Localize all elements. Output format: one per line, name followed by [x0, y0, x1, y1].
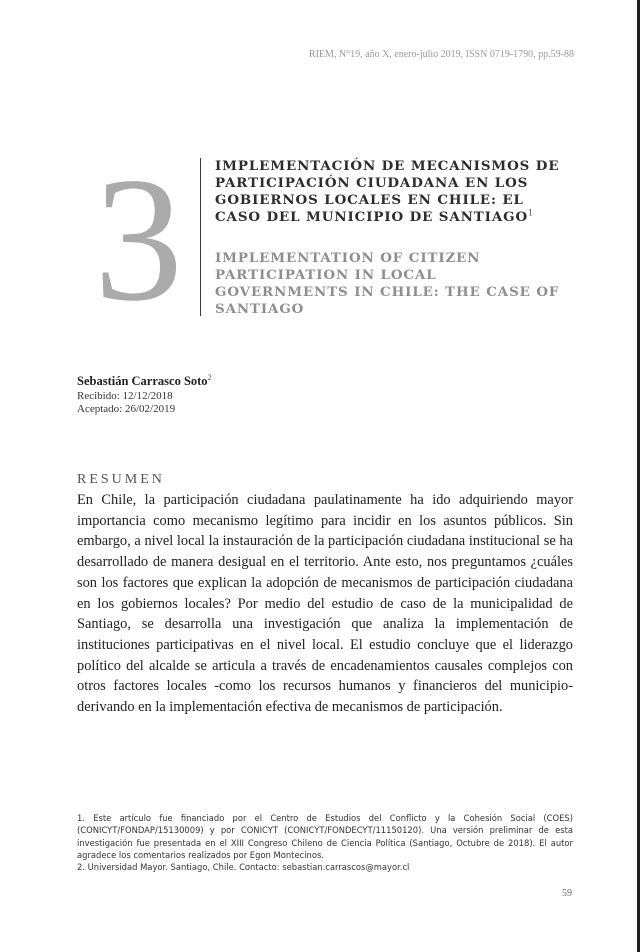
accepted-date: Aceptado: 26/02/2019 [77, 403, 176, 415]
page-number: 59 [562, 888, 572, 899]
running-header: RIEM, N°19, año X, enero-julio 2019, ISSN 0719-1790, pp.59-88 [308, 49, 574, 60]
title-footnote-mark[interactable]: 1 [528, 208, 535, 218]
abstract-text: En Chile, la participación ciudadana paulatinamente ha ido adquiriendo mayor importancia como mecanismo legítimo para incidir en los asuntos públicos. Sin embargo, a nivel local la instauración de la participación ciudadana institucional se ha desarrollado de manera desigual en el territorio. Ante esto, nos preguntamos ¿cuáles son los factores que explican la adopción de mecanismos de participación ciudadana en los gobiernos locales? Por medio del estudio de caso de la municipalidad de Santiago, se desarrolla una investigación que analiza la implementación de instituciones participativas en el nivel local. El estudio concluye que el liderazgo político del alcalde se articula a través de encadenamientos causales complejos con otros factores locales -como los recursos humanos y financieros del municipio- derivando en la implementación efectiva de mecanismos de participación. [77, 492, 573, 716]
footnote-2: 2. Universidad Mayor. Santiago, Chile. Contacto: sebastian.carrascos@mayor.cl [77, 862, 410, 873]
title-spanish [215, 158, 575, 226]
author-name [77, 374, 212, 389]
footnote-1: 1. Este artículo fue financiado por el Centro de Estudios del Conflicto y la Cohesión Social (COES) (CONICYT/FONDAP/15130009) y por CONICYT (CONICYT/FONDECYT/11150120). Una versión preliminar de esta investigación fue presentada en el XIII Congreso Chileno de Ciencia Política (Santiago, Octubre de 2018). El autor agradece los comentarios realizados por Egon Montecinos. [77, 813, 573, 860]
author-footnote-mark[interactable]: 2 [207, 372, 212, 382]
author-name-text: Sebastián Carrasco Soto [77, 374, 208, 388]
footnotes [77, 812, 573, 873]
article-dates [77, 390, 175, 416]
title-divider [200, 158, 201, 316]
chapter-number: 3 [94, 140, 183, 338]
title-english: IMPLEMENTATION OF CITIZEN PARTICIPATION IN LOCAL GOVERNMENTS IN CHILE: THE CASE OF SANTIAGO [215, 250, 560, 317]
title-spanish-text: IMPLEMENTACIÓN DE MECANISMOS DE PARTICIPACIÓN CIUDADANA EN LOS GOBIERNOS LOCALES EN CHILE: EL CASO DEL MUNICIPIO DE SANTIAGO [215, 158, 560, 225]
received-date: Recibido: 12/12/2018 [77, 390, 173, 402]
abstract-heading: RESUMEN [77, 472, 165, 487]
